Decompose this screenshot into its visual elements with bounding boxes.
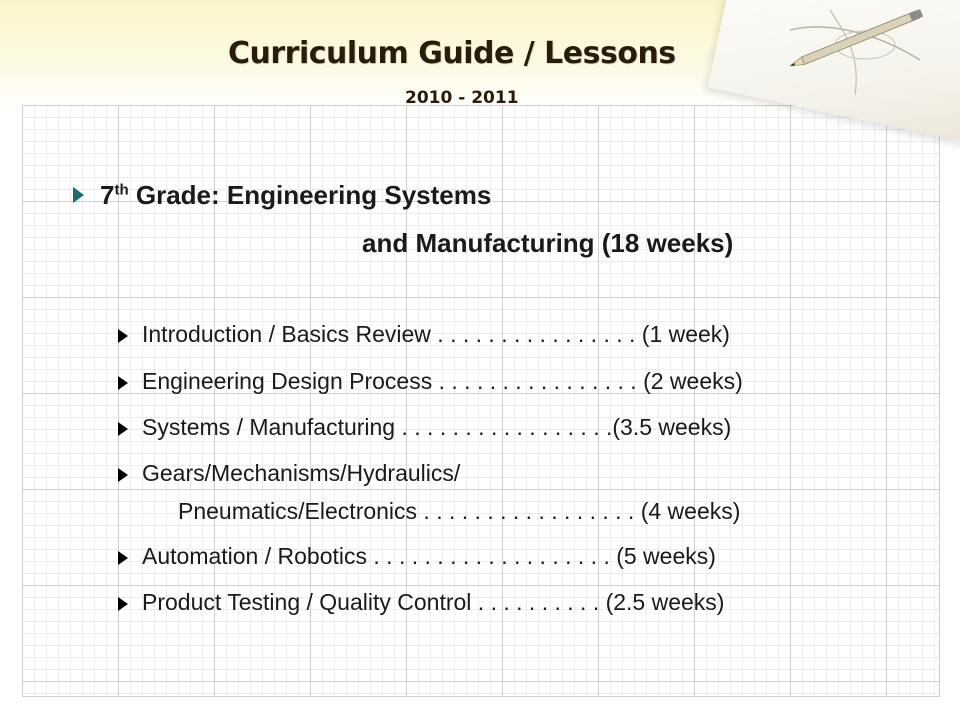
- grade-heading-line2: and Manufacturing (18 weeks): [362, 228, 734, 258]
- triangle-bullet-icon: [73, 187, 84, 203]
- list-item: Introduction / Basics Review . . . . . . . . . . . . . . . . (1 week): [142, 321, 730, 347]
- list-item: Systems / Manufacturing . . . . . . . . . . . . . . . . .(3.5 weeks): [142, 414, 732, 440]
- grade-suffix: th: [114, 181, 129, 199]
- triangle-bullet-icon: [118, 376, 128, 390]
- slide-title: Curriculum Guide / Lessons: [228, 36, 676, 71]
- grade-number: 7: [100, 180, 115, 210]
- triangle-bullet-icon: [118, 551, 128, 565]
- list-item: Product Testing / Quality Control . . . . . . . . . . (2.5 weeks): [142, 589, 725, 615]
- triangle-bullet-icon: [118, 597, 128, 611]
- list-item: Gears/Mechanisms/Hydraulics/: [142, 460, 461, 486]
- list-item-continuation: Pneumatics/Electronics . . . . . . . . . . . . . . . . . (4 weeks): [178, 498, 741, 524]
- list-item: Engineering Design Process . . . . . . . . . . . . . . . . (2 weeks): [142, 368, 743, 394]
- list-item: Automation / Robotics . . . . . . . . . . . . . . . . . . . (5 weeks): [142, 543, 716, 569]
- slide-year: 2010 - 2011: [405, 88, 519, 108]
- triangle-bullet-icon: [118, 329, 128, 343]
- grade-heading: [100, 180, 491, 211]
- triangle-bullet-icon: [118, 422, 128, 436]
- triangle-bullet-icon: [118, 468, 128, 482]
- grade-heading-line1: Grade: Engineering Systems: [128, 180, 492, 210]
